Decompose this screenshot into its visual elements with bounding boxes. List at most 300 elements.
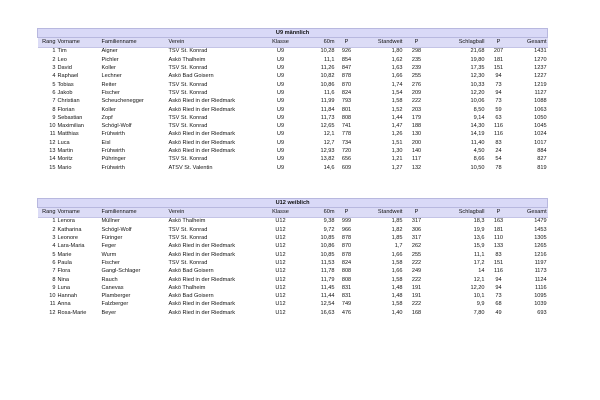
cell-last-name: Koller [101, 65, 116, 72]
cell-points-jump: 200 [411, 139, 422, 146]
cell-class: U12 [275, 243, 286, 250]
cell-points-sprint: 966 [341, 226, 352, 233]
cell-rank: 4 [52, 73, 56, 80]
cell-rank: 10 [49, 123, 56, 130]
cell-class: U12 [275, 276, 286, 283]
cell-first-name: Flora [57, 268, 71, 275]
cell-standing-jump: 1,27 [391, 164, 403, 171]
cell-standing-jump: 1,48 [391, 284, 403, 291]
cell-rank: 9 [52, 114, 56, 121]
cell-class: U12 [275, 268, 286, 275]
cell-points-jump: 255 [411, 251, 422, 258]
cell-rank: 1 [52, 218, 56, 225]
cell-points-sprint: 808 [341, 276, 352, 283]
cell-class: U9 [276, 156, 285, 163]
cell-points-sprint: 824 [341, 259, 352, 266]
cell-total: 1219 [534, 81, 547, 88]
cell-standing-jump: 1,85 [391, 218, 403, 225]
header-class: Klasse [264, 38, 298, 47]
cell-standing-jump: 1,47 [391, 123, 403, 130]
cell-points-throw: 83 [495, 251, 502, 258]
cell-class: U9 [276, 89, 285, 96]
cell-last-name: Füringer [101, 235, 123, 242]
cell-rank: 9 [52, 284, 56, 291]
cell-last-name: Rauch [101, 276, 118, 283]
cell-sprint-60m: 13,82 [320, 156, 335, 163]
cell-rank: 5 [52, 81, 56, 88]
cell-standing-jump: 1,74 [391, 81, 403, 88]
cell-points-throw: 24 [495, 148, 502, 154]
cell-club: Askö Ried in der Riedmark [168, 148, 236, 154]
cell-first-name: Katharina [57, 226, 82, 233]
cell-first-name: Leonore [57, 235, 79, 242]
cell-last-name: Gangl-Schlager [101, 268, 141, 275]
table-row [38, 122, 548, 130]
table-row [38, 301, 548, 309]
cell-standing-jump: 1,54 [391, 89, 403, 96]
cell-club: Askö Bad Goisern [168, 73, 214, 80]
cell-points-sprint: 854 [341, 56, 352, 63]
header-points-jump: P [404, 38, 430, 47]
cell-rank: 3 [52, 65, 56, 72]
cell-points-sprint: 808 [341, 268, 352, 275]
cell-points-throw: 151 [493, 259, 504, 266]
cell-sprint-60m: 12,1 [323, 131, 335, 138]
cell-standing-jump: 1,66 [391, 73, 403, 80]
table-title-row [38, 199, 548, 208]
cell-first-name: Anna [57, 301, 71, 308]
table-row [38, 276, 548, 284]
header-standing-jump: Standweit [358, 208, 404, 217]
cell-points-sprint: 870 [341, 81, 352, 88]
table-header-row [38, 208, 548, 217]
cell-standing-jump: 1,80 [391, 48, 403, 55]
header-points-sprint: P [336, 208, 358, 217]
cell-ball-throw: 19,80 [470, 56, 485, 63]
table-row [38, 259, 548, 267]
table-row [38, 114, 548, 122]
header-sprint-60m: 60m [298, 38, 336, 47]
cell-points-jump: 188 [411, 123, 422, 130]
table-row [38, 155, 548, 163]
cell-sprint-60m: 12,7 [323, 139, 335, 146]
cell-rank: 10 [49, 293, 56, 300]
cell-last-name: Plamberger [101, 293, 131, 300]
cell-total: 819 [537, 164, 547, 171]
cell-club: Askö Thalheim [168, 218, 206, 225]
cell-sprint-60m: 12,93 [320, 148, 335, 154]
cell-total: 1017 [534, 139, 547, 146]
cell-rank: 1 [52, 48, 56, 55]
table-row [38, 284, 548, 292]
cell-class: U9 [276, 131, 285, 138]
cell-last-name: Lechner [101, 73, 122, 80]
cell-rank: 11 [49, 301, 56, 308]
cell-total: 827 [537, 156, 547, 163]
cell-first-name: Paula [57, 259, 72, 266]
cell-last-name: Fischer [101, 89, 120, 96]
cell-sprint-60m: 9,72 [323, 226, 335, 233]
cell-club: Askö Bad Goisern [168, 268, 214, 275]
cell-points-jump: 203 [411, 106, 422, 113]
table-title: U12 weiblich [38, 199, 548, 208]
cell-class: U12 [275, 293, 286, 300]
header-rank: Rang [38, 208, 57, 217]
cell-points-jump: 140 [411, 148, 422, 154]
table-row [38, 226, 548, 234]
cell-rank: 8 [52, 276, 56, 283]
table-row [38, 139, 548, 147]
cell-total: 1237 [534, 65, 547, 72]
cell-points-throw: 49 [495, 309, 502, 316]
table-row [38, 234, 548, 242]
cell-club: Askö Thalheim [168, 56, 206, 63]
cell-points-sprint: 926 [341, 48, 352, 55]
header-standing-jump: Standweit [358, 38, 404, 47]
cell-points-jump: 130 [411, 131, 422, 138]
header-sprint-60m: 60m [298, 208, 336, 217]
cell-last-name: Fischer [101, 259, 120, 266]
cell-points-sprint: 609 [341, 164, 352, 171]
cell-first-name: Christian [57, 98, 80, 105]
header-ball-throw: Schlagball [430, 38, 486, 47]
cell-points-jump: 191 [411, 293, 422, 300]
cell-points-sprint: 831 [341, 284, 352, 291]
cell-standing-jump: 1,58 [391, 276, 403, 283]
header-total: Gesamt [512, 208, 548, 217]
cell-sprint-60m: 11,99 [320, 98, 335, 105]
cell-points-sprint: 878 [341, 235, 352, 242]
table-title-row [38, 29, 548, 38]
cell-standing-jump: 1,48 [391, 293, 403, 300]
cell-points-sprint: 476 [341, 309, 352, 316]
cell-sprint-60m: 12,54 [320, 301, 335, 308]
cell-class: U12 [275, 218, 286, 225]
cell-club: TSV St. Konrad [168, 114, 208, 121]
cell-last-name: Aigner [101, 48, 118, 55]
cell-standing-jump: 1,85 [391, 235, 403, 242]
cell-rank: 15 [49, 164, 56, 171]
cell-points-throw: 54 [495, 156, 502, 163]
header-last-name: Familienname [101, 38, 168, 47]
cell-points-sprint: 824 [341, 89, 352, 96]
cell-club: Askö Ried in der Riedmark [168, 301, 236, 308]
cell-ball-throw: 12,20 [470, 89, 485, 96]
cell-points-throw: 94 [495, 284, 502, 291]
cell-last-name: Müllner [101, 218, 120, 225]
table-row [38, 131, 548, 139]
cell-points-jump: 191 [411, 284, 422, 291]
cell-club: Askö Bad Goisern [168, 293, 214, 300]
cell-ball-throw: 9,9 [476, 301, 485, 308]
cell-points-jump: 222 [411, 276, 422, 283]
cell-rank: 11 [49, 131, 56, 138]
cell-first-name: Lara-Maria [57, 243, 85, 250]
cell-class: U12 [275, 251, 286, 258]
table-row [38, 97, 548, 105]
cell-last-name: Schögl-Wolf [101, 123, 132, 130]
cell-rank: 6 [52, 89, 56, 96]
cell-points-throw: 78 [495, 164, 502, 171]
cell-points-sprint: 741 [341, 123, 352, 130]
cell-total: 1227 [534, 73, 547, 80]
cell-last-name: Falzberger [101, 301, 129, 308]
cell-first-name: Sebastian [57, 114, 83, 121]
cell-class: U9 [276, 148, 285, 154]
cell-sprint-60m: 11,6 [324, 89, 335, 96]
cell-ball-throw: 10,1 [473, 293, 485, 300]
cell-points-sprint: 878 [341, 73, 352, 80]
cell-ball-throw: 14,19 [470, 131, 485, 138]
cell-total: 1265 [534, 243, 547, 250]
cell-points-jump: 298 [411, 48, 422, 55]
cell-total: 1305 [534, 235, 547, 242]
cell-points-jump: 262 [411, 243, 422, 250]
cell-first-name: Nina [57, 276, 70, 283]
cell-points-throw: 116 [494, 268, 503, 275]
header-points-throw: P [486, 208, 512, 217]
cell-total: 1095 [534, 293, 547, 300]
table-row [38, 147, 548, 155]
cell-standing-jump: 1,63 [391, 65, 403, 72]
cell-last-name: Zopf [101, 114, 113, 121]
cell-sprint-60m: 11,44 [320, 293, 335, 300]
header-first-name: Vorname [57, 38, 101, 47]
cell-first-name: Luna [57, 284, 70, 291]
cell-points-jump: 306 [411, 226, 422, 233]
cell-rank: 12 [49, 309, 56, 316]
cell-ball-throw: 9,14 [473, 114, 485, 121]
cell-sprint-60m: 10,28 [320, 48, 335, 55]
table-row [38, 56, 548, 64]
cell-club: Askö Ried in der Riedmark [168, 98, 236, 105]
cell-class: U12 [275, 301, 286, 308]
cell-ball-throw: 10,33 [470, 81, 485, 88]
cell-points-throw: 151 [493, 65, 504, 72]
cell-standing-jump: 1,58 [391, 259, 403, 266]
cell-last-name: Pühringer [101, 156, 126, 163]
cell-first-name: Luca [57, 139, 70, 146]
cell-last-name: Canevas [101, 284, 124, 291]
cell-points-sprint: 734 [341, 139, 352, 146]
cell-last-name: Eisl [101, 139, 111, 146]
cell-rank: 5 [52, 251, 56, 258]
cell-standing-jump: 1,66 [391, 251, 403, 258]
cell-class: U9 [276, 114, 285, 121]
cell-standing-jump: 1,52 [391, 106, 403, 113]
header-points-jump: P [404, 208, 430, 217]
cell-total: 1479 [534, 218, 547, 225]
cell-class: U12 [275, 284, 286, 291]
cell-points-jump: 179 [411, 114, 422, 121]
cell-points-throw: 94 [495, 276, 502, 283]
cell-points-throw: 133 [493, 243, 504, 250]
cell-sprint-60m: 11,73 [320, 114, 335, 121]
cell-class: U9 [276, 139, 285, 146]
cell-points-sprint: 847 [341, 65, 352, 72]
cell-club: TSV St. Konrad [168, 123, 208, 130]
cell-points-sprint: 778 [341, 131, 352, 138]
cell-club: TSV St. Konrad [168, 259, 208, 266]
cell-class: U9 [276, 98, 285, 105]
cell-first-name: Martin [57, 148, 74, 154]
cell-ball-throw: 12,20 [470, 284, 485, 291]
cell-points-jump: 168 [411, 309, 422, 316]
cell-sprint-60m: 16,63 [320, 309, 335, 316]
cell-class: U9 [276, 164, 285, 171]
cell-points-jump: 117 [412, 156, 421, 163]
table-row [38, 89, 548, 97]
table-row [38, 242, 548, 250]
cell-total: 1116 [535, 284, 547, 291]
table-row [38, 217, 548, 226]
cell-club: TSV St. Konrad [168, 89, 208, 96]
table-row [38, 309, 548, 317]
cell-first-name: Moritz [57, 156, 73, 163]
table-row [38, 72, 548, 80]
header-points-throw: P [486, 38, 512, 47]
cell-points-throw: 63 [495, 114, 502, 121]
cell-club: Askö Ried in der Riedmark [168, 131, 236, 138]
cell-total: 1063 [534, 106, 547, 113]
cell-first-name: Tobias [57, 81, 74, 88]
cell-first-name: Mario [57, 164, 72, 171]
cell-class: U12 [275, 259, 286, 266]
cell-total: 1124 [534, 276, 547, 283]
cell-points-sprint: 831 [341, 293, 352, 300]
cell-first-name: Rosa-Marie [57, 309, 87, 316]
cell-total: 1197 [534, 259, 547, 266]
header-first-name: Vorname [57, 208, 101, 217]
cell-class: U9 [276, 56, 285, 63]
cell-standing-jump: 1,51 [391, 139, 403, 146]
cell-club: TSV St. Konrad [168, 81, 208, 88]
table-row [38, 267, 548, 275]
cell-last-name: Reiter [101, 81, 117, 88]
cell-class: U12 [275, 235, 286, 242]
cell-total: 1024 [534, 131, 547, 138]
table-header-row [38, 38, 548, 47]
cell-rank: 14 [49, 156, 56, 163]
cell-points-throw: 181 [493, 56, 504, 63]
cell-club: TSV St. Konrad [168, 156, 208, 163]
cell-club: TSV St. Konrad [168, 48, 208, 55]
cell-sprint-60m: 14,6 [323, 164, 335, 171]
table-row [38, 251, 548, 259]
cell-total: 884 [537, 148, 547, 154]
cell-last-name: Beyer [101, 309, 117, 316]
table-row [38, 164, 548, 172]
cell-total: 1453 [534, 226, 547, 233]
cell-first-name: Lenora [57, 218, 75, 225]
cell-club: Askö Thalheim [168, 284, 206, 291]
cell-first-name: Raphael [57, 73, 79, 80]
cell-sprint-60m: 11,45 [320, 284, 335, 291]
table-title: U9 männlich [38, 29, 548, 38]
cell-standing-jump: 1,26 [391, 131, 403, 138]
cell-total: 1050 [534, 114, 547, 121]
cell-points-throw: 116 [494, 131, 503, 138]
cell-ball-throw: 21,68 [470, 48, 485, 55]
cell-first-name: Florian [57, 106, 75, 113]
cell-class: U9 [276, 106, 285, 113]
cell-sprint-60m: 9,38 [323, 218, 335, 225]
cell-ball-throw: 10,50 [470, 164, 485, 171]
cell-points-sprint: 793 [341, 98, 352, 105]
cell-standing-jump: 1,21 [391, 156, 403, 163]
cell-sprint-60m: 11,84 [320, 106, 335, 113]
cell-sprint-60m: 10,85 [320, 251, 335, 258]
cell-points-jump: 317 [411, 218, 422, 225]
cell-standing-jump: 1,40 [391, 309, 403, 316]
cell-total: 1088 [534, 98, 547, 105]
cell-club: Askö Ried in der Riedmark [168, 251, 236, 258]
cell-rank: 4 [52, 243, 56, 250]
cell-last-name: Koller [101, 106, 116, 113]
cell-club: TSV St. Konrad [168, 235, 208, 242]
cell-points-throw: 73 [495, 81, 502, 88]
header-rank: Rang [38, 38, 57, 47]
cell-ball-throw: 11,1 [474, 251, 485, 258]
cell-standing-jump: 1,30 [391, 148, 403, 154]
cell-ball-throw: 17,35 [470, 65, 485, 72]
header-class: Klasse [264, 208, 298, 217]
cell-class: U9 [276, 81, 285, 88]
cell-first-name: Maximilian [57, 123, 84, 130]
cell-ball-throw: 11,40 [470, 139, 485, 146]
cell-points-throw: 94 [495, 73, 502, 80]
cell-sprint-60m: 10,86 [320, 243, 335, 250]
cell-last-name: Frühwirth [101, 164, 125, 171]
results-table-u9 [37, 28, 548, 172]
cell-ball-throw: 12,30 [470, 73, 485, 80]
cell-last-name: Feger [101, 243, 117, 250]
cell-total: 1045 [534, 123, 547, 130]
table-row [38, 81, 548, 89]
cell-ball-throw: 14 [478, 268, 485, 275]
cell-club: Askö Ried in der Riedmark [168, 309, 236, 316]
cell-standing-jump: 1,66 [391, 268, 403, 275]
cell-last-name: Schögl-Wolf [101, 226, 132, 233]
cell-ball-throw: 18,3 [473, 218, 485, 225]
cell-class: U12 [275, 226, 286, 233]
cell-last-name: Pichler [101, 56, 119, 63]
cell-rank: 7 [52, 268, 56, 275]
cell-ball-throw: 15,9 [473, 243, 485, 250]
cell-rank: 7 [52, 98, 56, 105]
cell-ball-throw: 4,50 [473, 148, 485, 154]
cell-first-name: Hannah [57, 293, 78, 300]
cell-points-throw: 94 [495, 89, 502, 96]
cell-total: 1270 [534, 56, 547, 63]
cell-class: U9 [276, 73, 285, 80]
cell-points-jump: 222 [411, 259, 422, 266]
cell-rank: 13 [49, 148, 56, 154]
cell-club: ATSV St. Valentin [168, 164, 213, 171]
cell-first-name: Jakob [57, 89, 73, 96]
cell-sprint-60m: 10,86 [320, 81, 335, 88]
cell-club: Askö Ried in der Riedmark [168, 106, 236, 113]
table-row [38, 47, 548, 56]
cell-standing-jump: 1,7 [394, 243, 403, 250]
cell-sprint-60m: 11,78 [320, 268, 335, 275]
cell-club: Askö Ried in der Riedmark [168, 243, 236, 250]
cell-ball-throw: 19,9 [473, 226, 485, 233]
table-row [38, 64, 548, 72]
cell-points-throw: 83 [495, 139, 502, 146]
header-last-name: Familienname [101, 208, 168, 217]
cell-total: 1216 [534, 251, 547, 258]
